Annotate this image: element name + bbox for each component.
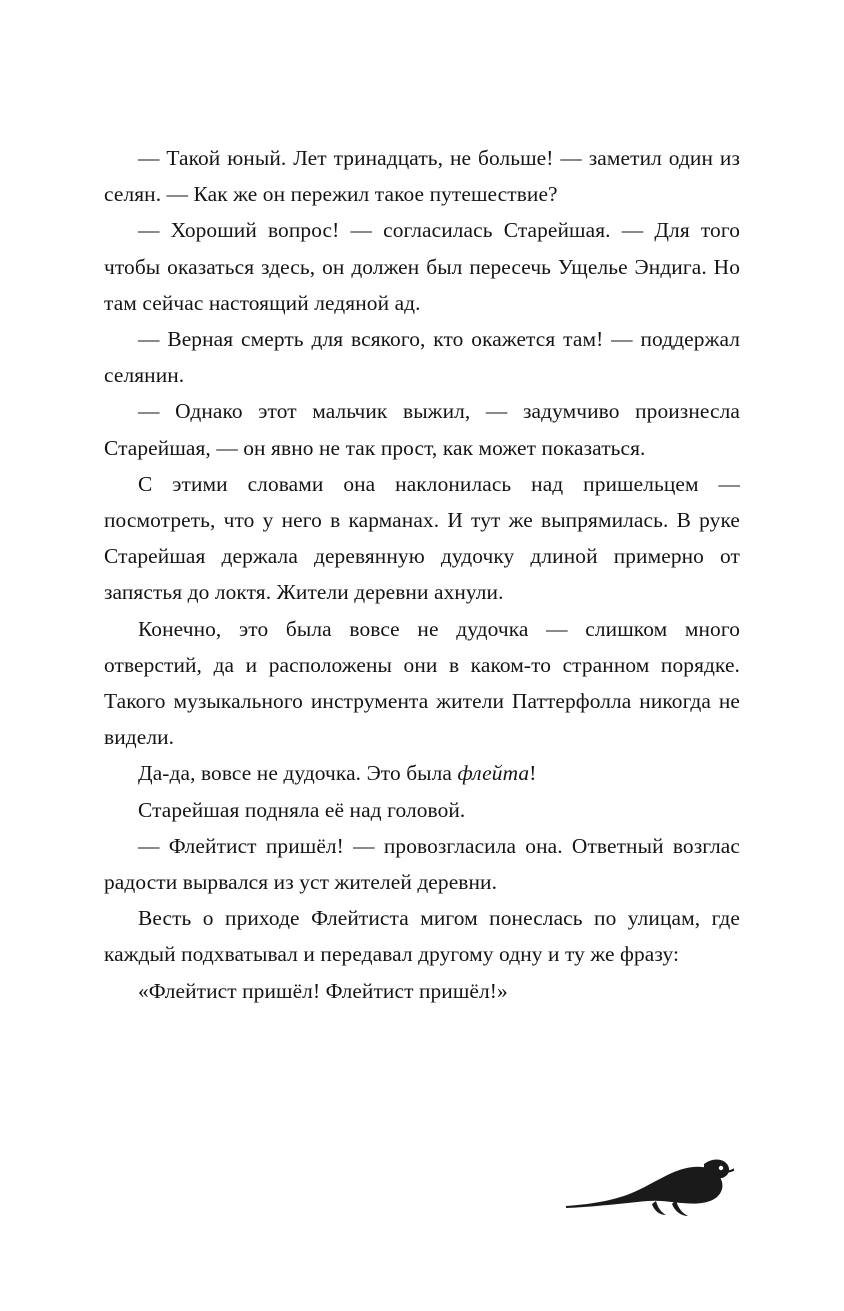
italic-word: флейта [457,761,530,786]
rat-silhouette-icon [564,1150,734,1220]
paragraph: Старейшая подняла её над головой. [138,797,466,822]
paragraph: — Флейтист пришёл! — провозгласила она. Ответный возглас радости вырвался из уст жителей деревни. [104,833,740,895]
paragraph: — Однако этот мальчик выжил, — задумчиво произнесла Старейшая, — он явно не так прост, как может показаться. [104,399,740,460]
paragraph: — Верная смерть для всякого, кто окажется там! — поддержал селянин. [104,327,740,388]
paragraph: Весть о приходе Флейтиста мигом понеслась по улицам, где каждый подхватывал и передавал другому одну и ту же фразу: [104,906,740,967]
paragraph: Конечно, это была вовсе не дудочка — слишком много отверстий, да и расположены они в каком-то странном порядке. Такого музыкального инструмента жители Паттерфолла никогда не видели. [104,616,740,750]
paragraph-with-italic [104,755,740,791]
paragraph-text-after: ! [529,761,537,786]
rat-ornament [104,1140,740,1230]
body-text [104,140,740,1009]
paragraph: — Такой юный. Лет тринадцать, не больше! — заметил один из селян. — Как же он пережил такое путешествие? [104,146,740,207]
paragraph: С этими словами она наклонилась над пришельцем — посмотреть, что у него в карманах. И тут же выпрямилась. В руке Старейшая держала деревянную дудочку длиной примерно от запястья до локтя. Жители деревни ахнули. [104,471,740,605]
paragraph: — Хороший вопрос! — согласилась Старейшая. — Для того чтобы оказаться здесь, он должен был пересечь Ущелье Эндига. Но там сейчас настоящий ледяной ад. [104,218,740,315]
paragraph-text-before: Да-да, вовсе не дудочка. Это была [138,761,458,786]
paragraph: «Флейтист пришёл! Флейтист пришёл!» [138,978,508,1003]
